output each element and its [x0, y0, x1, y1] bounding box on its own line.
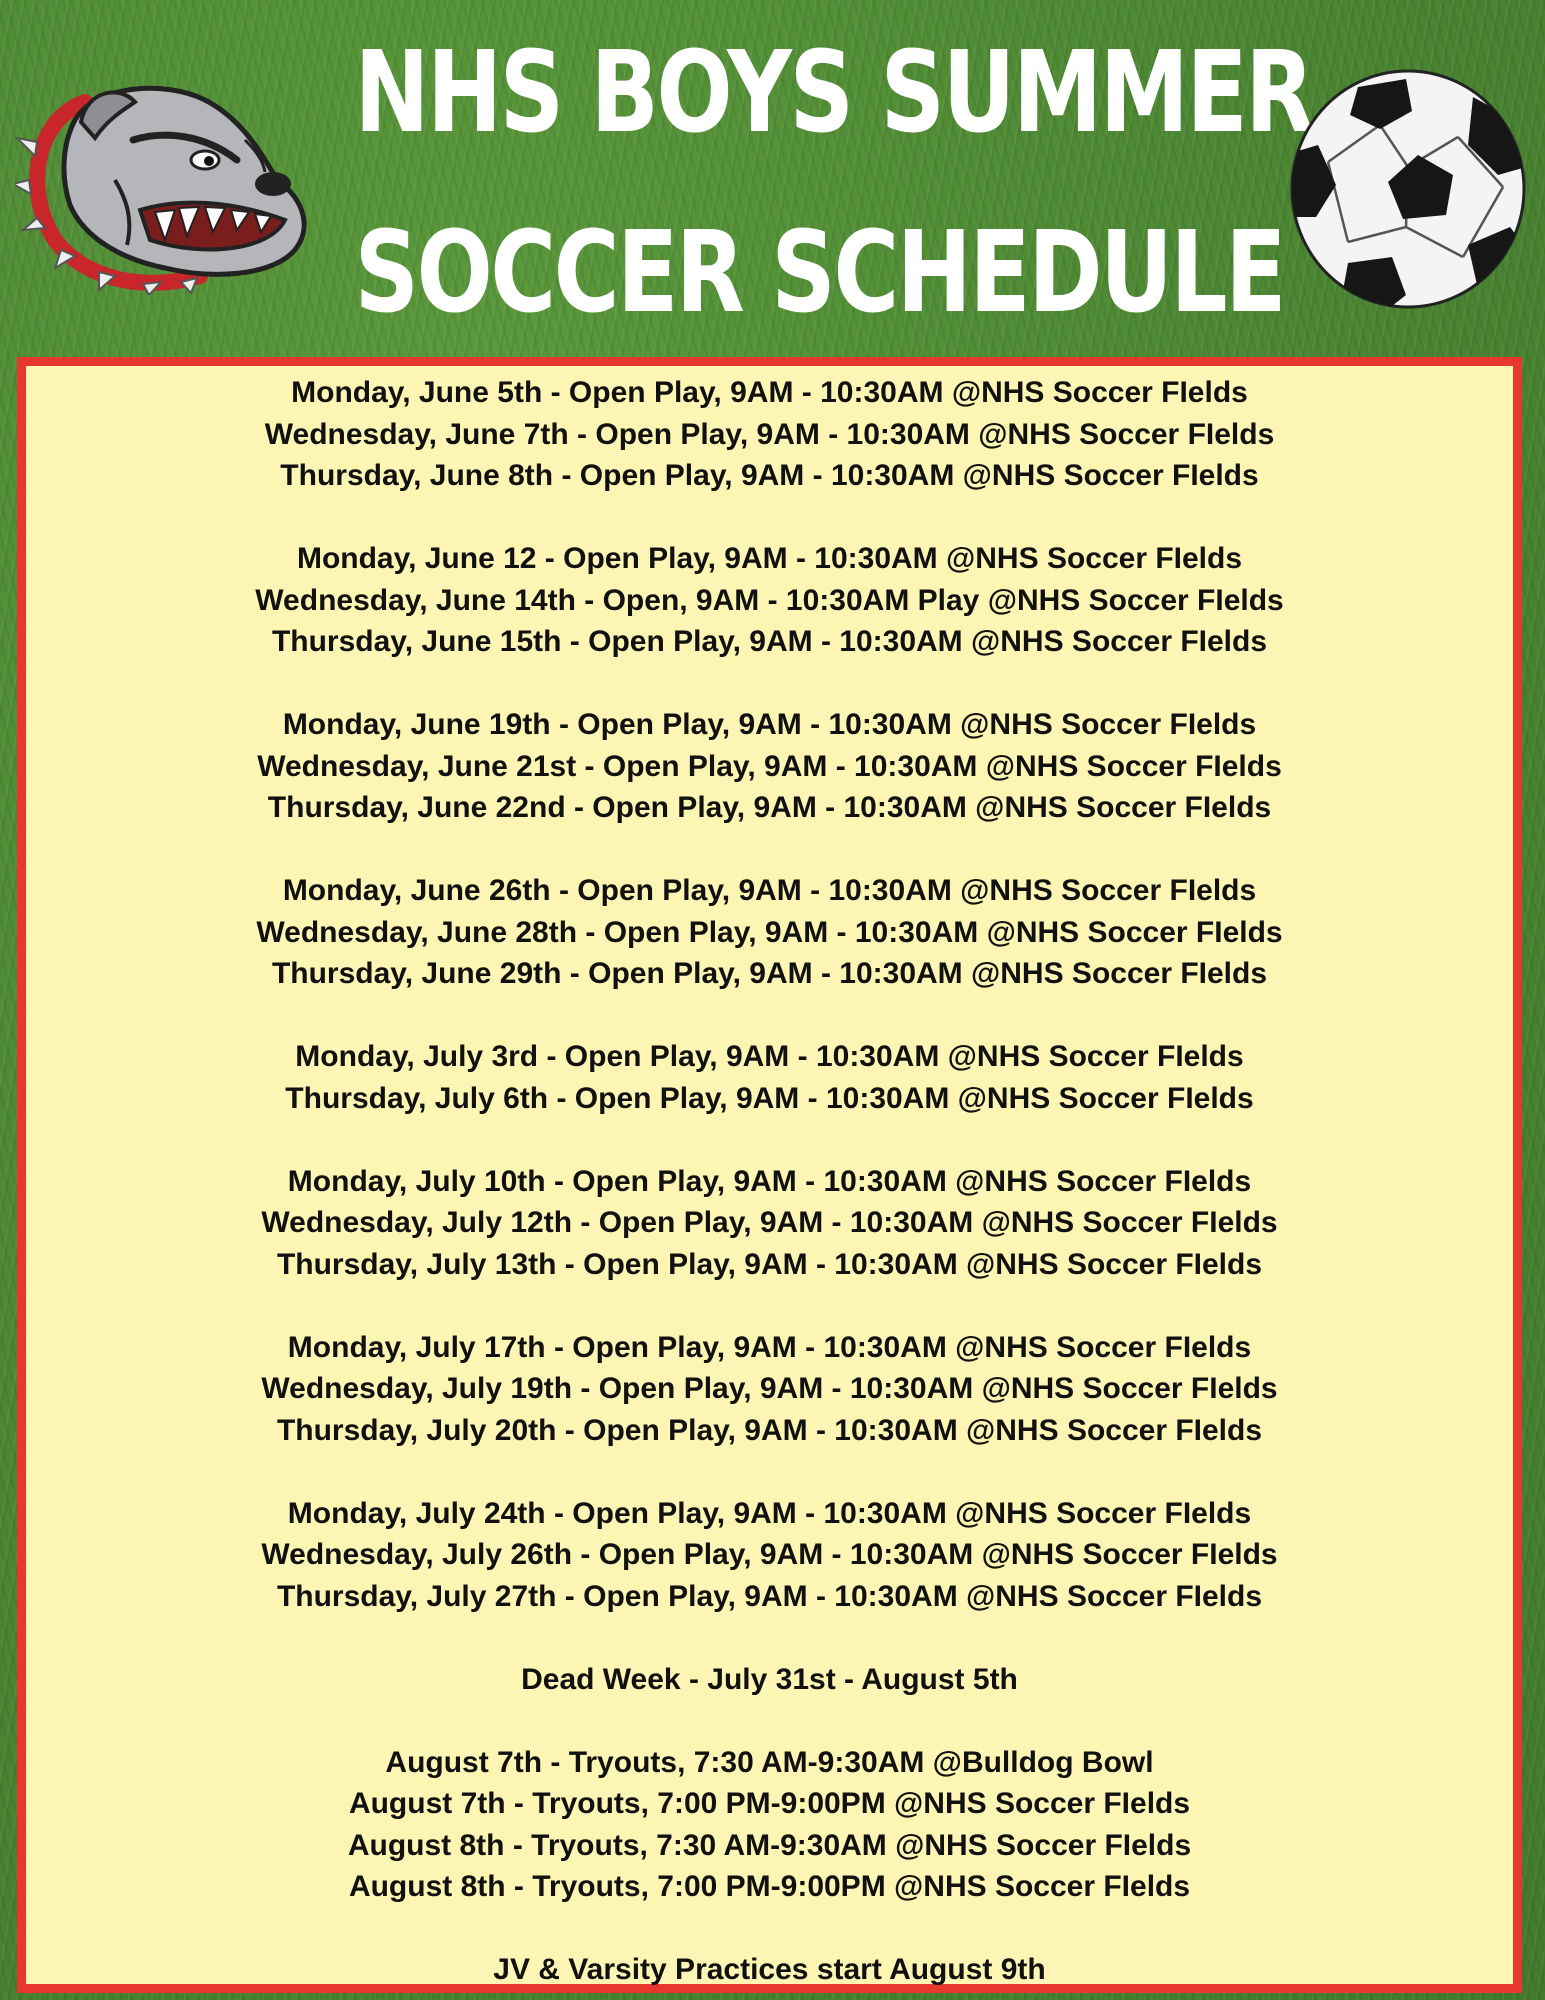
schedule-group — [26, 1493, 1513, 1618]
schedule-entry: Thursday, June 29th - Open Play, 9AM - 10:30AM @NHS Soccer FIelds — [271, 957, 1268, 990]
schedule-group — [26, 704, 1513, 829]
schedule-entry: Thursday, July 13th - Open Play, 9AM - 10:30AM @NHS Soccer FIelds — [276, 1247, 1263, 1281]
schedule-entry: Thursday, June 15th - Open Play, 9AM - 10:30AM @NHS Soccer FIelds — [271, 625, 1268, 658]
schedule-entry: Monday, July 10th - Open Play, 9AM - 10:30AM @NHS Soccer FIelds — [287, 1164, 1252, 1198]
title-line-2: SOCCER SCHEDULE — [354, 208, 1285, 338]
schedule-entry: Monday, June 5th - Open Play, 9AM - 10:30AM @NHS Soccer FIelds — [291, 376, 1248, 409]
schedule-entry: Monday, June 26th - Open Play, 9AM - 10:30AM @NHS Soccer FIelds — [282, 874, 1257, 907]
schedule-entry: Monday, June 12 - Open Play, 9AM - 10:30AM @NHS Soccer FIelds — [296, 542, 1243, 575]
schedule-entry: Thursday, June 22nd - Open Play, 9AM - 10:30AM @NHS Soccer FIelds — [267, 791, 1272, 824]
schedule-group — [26, 538, 1513, 663]
schedule-entry: August 7th - Tryouts, 7:00 PM-9:00PM @NHS Soccer FIelds — [348, 1787, 1191, 1820]
schedule-group — [26, 1327, 1513, 1452]
schedule-group — [26, 1659, 1513, 1701]
schedule-group — [26, 1949, 1513, 1991]
schedule-entry: Monday, July 3rd - Open Play, 9AM - 10:30AM @NHS Soccer FIelds — [295, 1040, 1244, 1073]
schedule-entry: Thursday, July 20th - Open Play, 9AM - 10:30AM @NHS Soccer FIelds — [276, 1413, 1263, 1447]
schedule-entry: Monday, July 24th - Open Play, 9AM - 10:30AM @NHS Soccer FIelds — [287, 1496, 1252, 1530]
schedule-group — [26, 1161, 1513, 1286]
schedule-entry: Wednesday, June 21st - Open Play, 9AM - 10:30AM @NHS Soccer FIelds — [257, 749, 1282, 783]
schedule-entry: August 8th - Tryouts, 7:30 AM-9:30AM @NHS Soccer FIelds — [347, 1828, 1192, 1862]
schedule-group — [26, 372, 1513, 497]
soccer-ball-icon — [1288, 67, 1528, 312]
schedule-entry: Wednesday, June 7th - Open Play, 9AM - 10:30AM @NHS Soccer FIelds — [264, 417, 1275, 451]
schedule-entry: Monday, July 17th - Open Play, 9AM - 10:30AM @NHS Soccer FIelds — [287, 1330, 1252, 1364]
schedule-entry: Thursday, July 6th - Open Play, 9AM - 10:30AM @NHS Soccer FIelds — [285, 1081, 1254, 1115]
schedule-entry: Wednesday, June 14th - Open, 9AM - 10:30AM Play @NHS Soccer FIelds — [255, 583, 1284, 617]
bulldog-mascot-icon — [15, 80, 315, 295]
schedule-entry: Wednesday, June 28th - Open Play, 9AM - 10:30AM @NHS Soccer FIelds — [256, 915, 1283, 949]
schedule-entry: Thursday, July 27th - Open Play, 9AM - 10:30AM @NHS Soccer FIelds — [276, 1579, 1263, 1613]
schedule-panel — [17, 357, 1522, 1993]
title-line-1: NHS BOYS SUMMER — [354, 28, 1312, 158]
schedule-entry: Monday, June 19th - Open Play, 9AM - 10:30AM @NHS Soccer FIelds — [282, 708, 1257, 741]
schedule-entry: August 7th - Tryouts, 7:30 AM-9:30AM @Bulldog Bowl — [385, 1745, 1154, 1779]
schedule-entry: Wednesday, July 26th - Open Play, 9AM - 10:30AM @NHS Soccer FIelds — [261, 1538, 1278, 1571]
schedule-group — [26, 1036, 1513, 1119]
schedule-entry: Wednesday, July 12th - Open Play, 9AM - 10:30AM @NHS Soccer FIelds — [261, 1206, 1278, 1239]
schedule-entry: Thursday, June 8th - Open Play, 9AM - 10:30AM @NHS Soccer FIelds — [280, 459, 1259, 492]
schedule-entry: Dead Week - July 31st - August 5th — [521, 1662, 1018, 1696]
schedule-entry: Wednesday, July 19th - Open Play, 9AM - 10:30AM @NHS Soccer FIelds — [261, 1372, 1278, 1405]
schedule-group — [26, 1742, 1513, 1908]
schedule-list — [26, 372, 1513, 1991]
schedule-group — [26, 870, 1513, 995]
schedule-entry: JV & Varsity Practices start August 9th — [493, 1953, 1046, 1986]
schedule-entry: August 8th - Tryouts, 7:00 PM-9:00PM @NHS Soccer FIelds — [348, 1870, 1191, 1903]
